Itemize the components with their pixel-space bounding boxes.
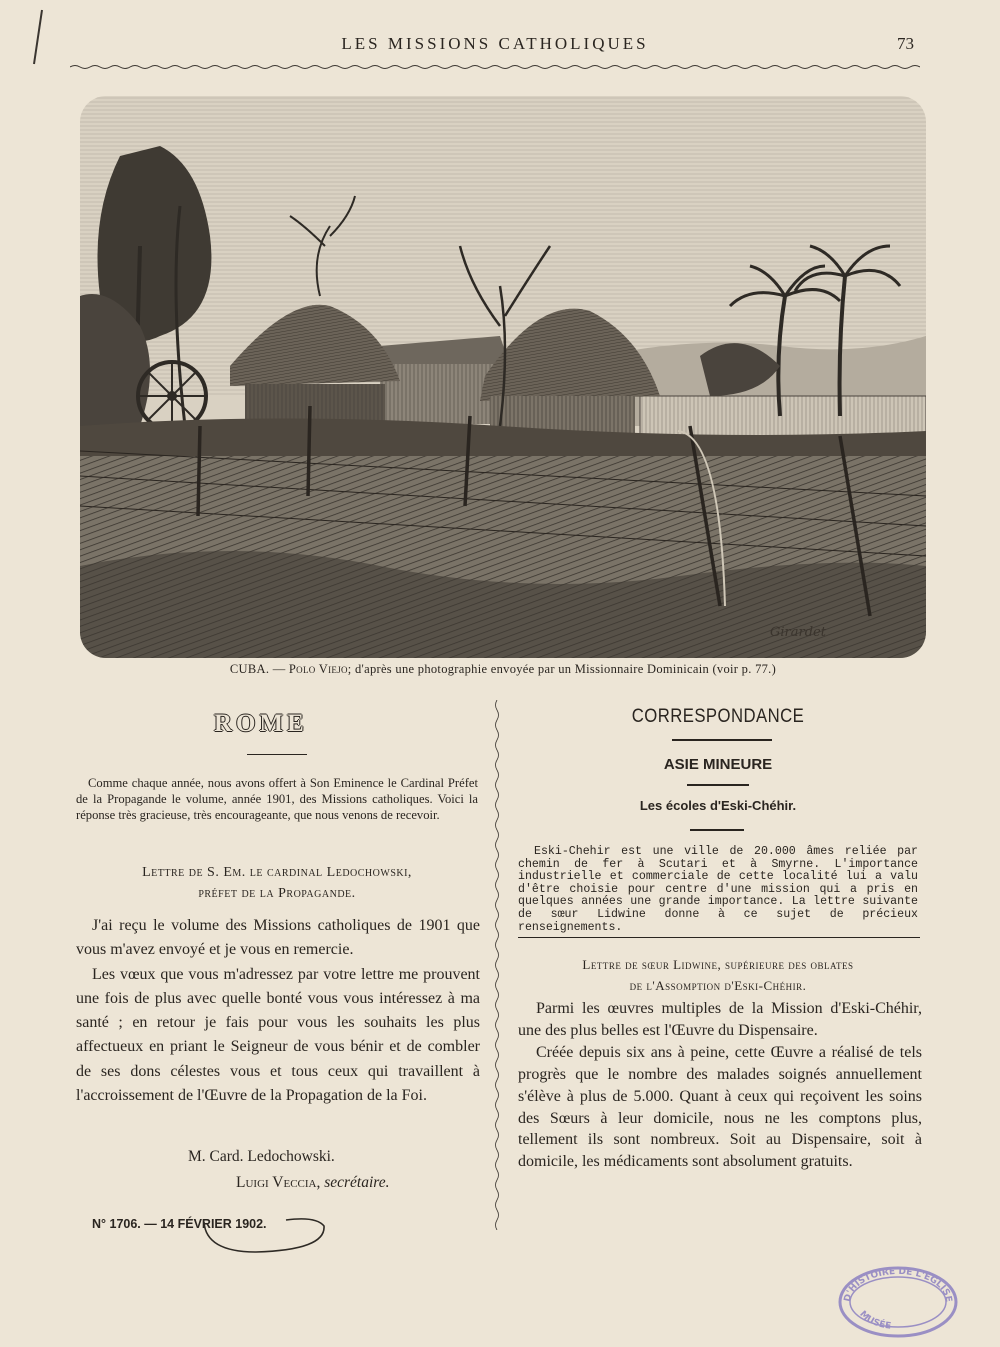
- secretary-name: Luigi Veccia: [236, 1174, 317, 1191]
- letter-heading-line2: préfet de la Propagande.: [198, 886, 356, 901]
- rome-intro-paragraph: Comme chaque année, nous avons offert à Son Eminence le Cardinal Préfet de la Propagande le volume, année 1901, des Missions catholiques. Voici la réponse très gracieuse, très encourageante, que nous venons de recevoir.: [76, 776, 478, 822]
- title-rule: [247, 754, 307, 755]
- secretary-signature: Luigi Veccia, secrétaire.: [236, 1174, 390, 1191]
- caption-place: CUBA.: [229, 662, 270, 676]
- ledochowski-letter-heading: [76, 862, 478, 904]
- page-header: [70, 34, 920, 70]
- lidwine-letter-heading: [518, 954, 918, 996]
- letter-heading-line1: Lettre de S. Em. le cardinal Ledochowski,: [142, 865, 412, 880]
- letter-paragraph: J'ai reçu le volume des Missions catholiques de 1901 que vous m'avez envoyé et je vous en remercie.: [76, 917, 480, 959]
- article-subtitle: Les écoles d'Eski-Chéhir.: [639, 798, 797, 813]
- cuba-village-engraving: [80, 96, 926, 658]
- stamp-text-top: D'HISTOIRE DE L'ÉGLISE: [842, 1266, 954, 1303]
- title-rule: [672, 739, 772, 741]
- region-title: ASIE MINEURE: [663, 756, 773, 773]
- illustration-caption: CUBA. — Polo Viejo; d'après une photographie envoyée par un Missionnaire Dominicain (voir p. 77.): [229, 662, 777, 676]
- engraving-illustration: [80, 96, 926, 658]
- stamp-text-bottom: MUSÉE: [857, 1309, 892, 1332]
- eski-chehir-intro: Eski-Chehir est une ville de 20.000 âmes reliée par chemin de fer à Scutari et à Smyrne. L'importance industrielle et commerciale de cette localité lui a valu d'être choisie pour centre d'une mission qui a pris en quelques années une grande importance. La lettre suivante de sœur Lidwine donne à ce sujet de précieux renseignements.: [518, 845, 918, 934]
- pencil-loop-mark: [196, 1212, 336, 1262]
- pencil-mark: [28, 8, 48, 68]
- page-number: 73: [897, 34, 914, 53]
- column-divider: [494, 700, 500, 1230]
- letter-heading-line1: Lettre de sœur Lidwine, supérieure des oblates: [582, 957, 854, 972]
- cardinal-signature: M. Card. Ledochowski.: [188, 1148, 335, 1165]
- engraver-signature: Girardet: [770, 625, 826, 640]
- caption-text: ; d'après une photographie envoyée par un Missionnaire Dominicain (voir p. 77.): [347, 662, 777, 676]
- subtitle-rule: [690, 829, 744, 831]
- letter-paragraph: Créée depuis six ans à peine, cette Œuvre a réalisé de tels progrès que le nombre des malades soignés annuellement s'élève à plus de 5.000. Quant à ceux qui reçoivent les soins des Sœurs à leur domicile, nous ne les comptons plus, tellement ils sont nombreux. Soit au Dispensaire, soit à domicile, les médicaments sont absolument gratuits.: [518, 1043, 922, 1171]
- library-stamp: [836, 1262, 966, 1342]
- journal-title: LES MISSIONS CATHOLIQUES: [341, 34, 649, 53]
- letter-paragraph: Parmi les œuvres multiples de la Mission d'Eski-Chéhir, une des plus belles est l'Œuvre du Dispensaire.: [518, 1000, 922, 1039]
- lidwine-letter-body: [518, 998, 922, 1173]
- correspondance-title: CORRESPONDANCE: [631, 706, 805, 727]
- secretary-role: secrétaire.: [324, 1174, 390, 1191]
- issue-number: N° 1706. — 14 FÉVRIER 1902.: [92, 1217, 267, 1231]
- ledochowski-letter-body: [76, 914, 480, 1108]
- svg-text:D'HISTOIRE DE L'ÉGLISE: [843, 1267, 953, 1303]
- section-rule: [518, 937, 920, 938]
- letter-paragraph: Les vœux que vous m'adressez par votre lettre me prouvent une fois de plus avec quelle bonté vous vous intéressez à ma santé ; en retour je fais pour vous les souhaits les plus affectueux en priant le Seigneur de vous bénir et de combler de ses dons célestes vous et tous ceux qui travaillent à l'accroissement de l'Œuvre de la Propagation de la Foi.: [76, 965, 480, 1105]
- region-rule: [687, 784, 749, 786]
- header-rule: [70, 64, 920, 70]
- letter-heading-line2: de l'Assomption d'Eski-Chéhir.: [629, 978, 807, 993]
- rome-section-title: ROME: [214, 710, 308, 737]
- caption-name: Polo Viejo: [288, 662, 348, 676]
